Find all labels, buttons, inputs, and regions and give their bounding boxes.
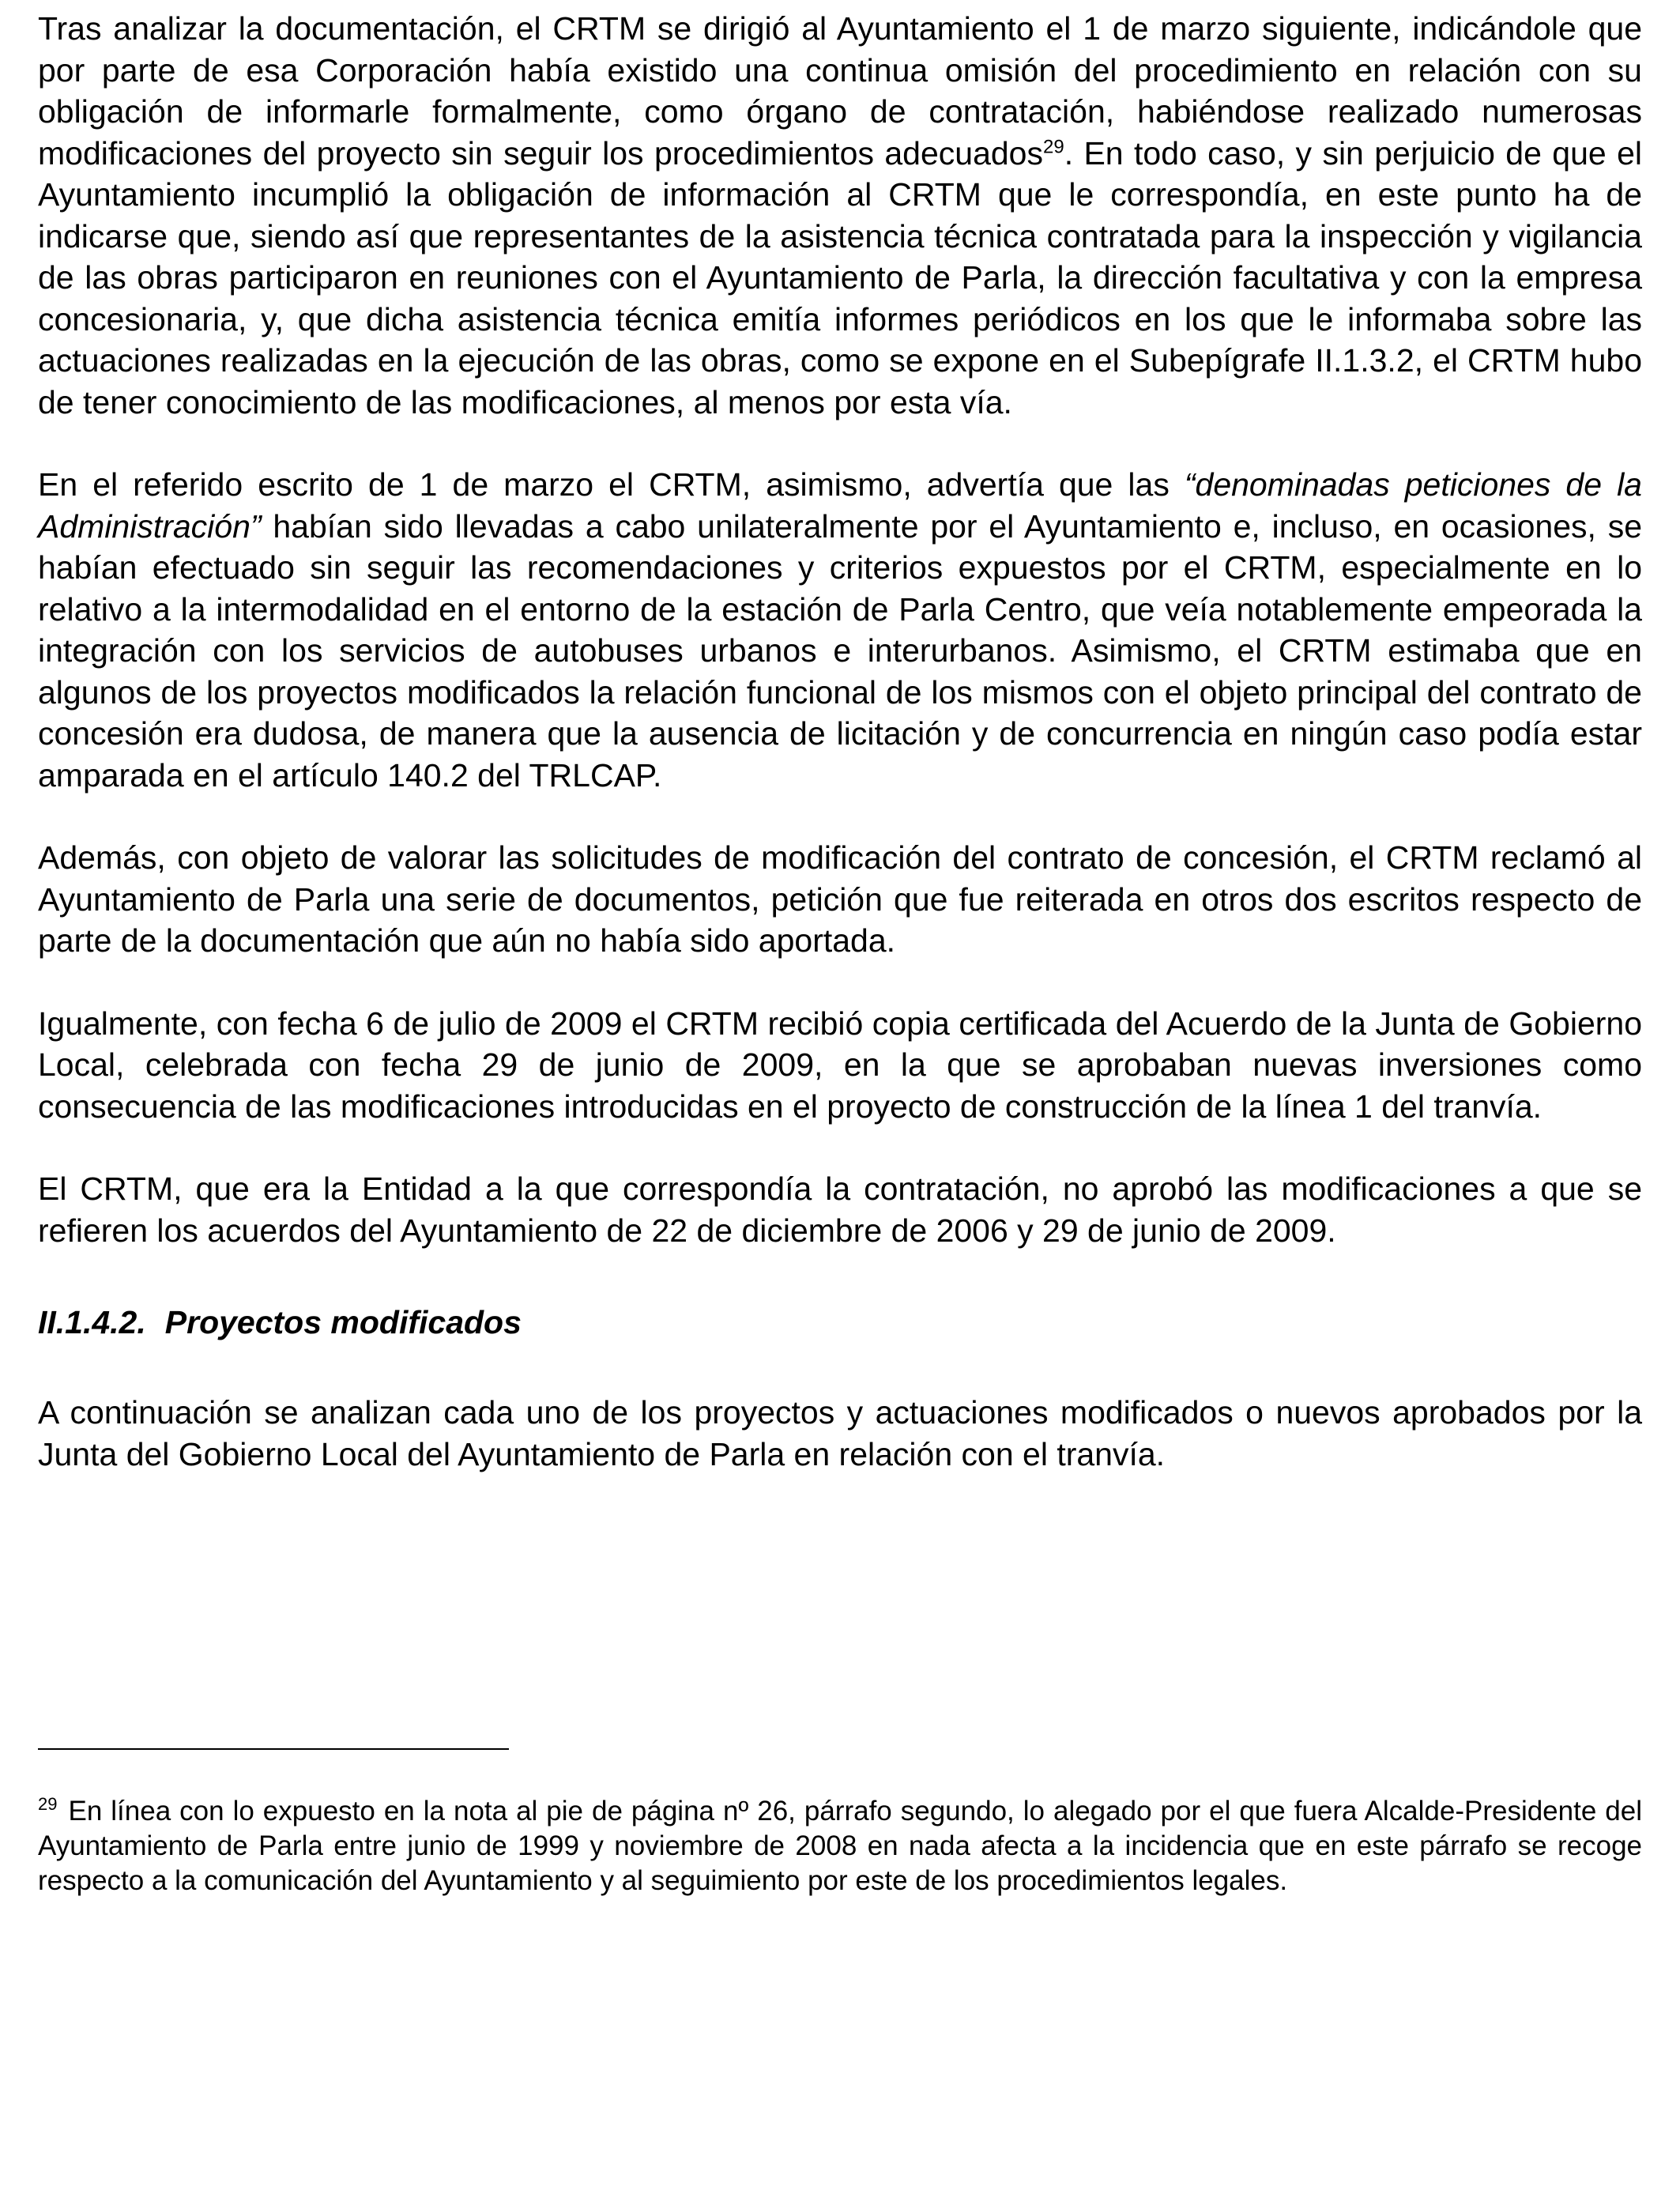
paragraph-1	[38, 8, 1642, 423]
footnote-number: 29	[38, 1794, 58, 1815]
footnote	[38, 1794, 1642, 1898]
section-heading-number: II.1.4.2.	[38, 1304, 146, 1340]
paragraph-1-text-a: Tras analizar la documentación, el CRTM se dirigió al Ayuntamiento el 1 de marzo siguiente, indicándole que por parte de esa Corporación había existido una continua omisión del procedimiento en relación con su obligación de informarle formalmente, como órgano de contratación, habiéndose realizado numerosas modificaciones del proyecto sin seguir los procedimientos adecuados	[38, 10, 1642, 172]
document-body	[38, 8, 1642, 1475]
footnote-text: En línea con lo expuesto en la nota al pie de página nº 26, párrafo segundo, lo alegado por el que fuera Alcalde-Presidente del Ayuntamiento de Parla entre junio de 1999 y noviembre de 2008 en nada afecta a la incidencia que en este párrafo se recoge respecto a la comunicación del Ayuntamiento y al seguimiento por este de los procedimientos legales.	[38, 1796, 1642, 1896]
paragraph-2-text-b: habían sido llevadas a cabo unilateralmente por el Ayuntamiento e, incluso, en ocasiones, se habían efectuado sin seguir las recomendaciones y criterios expuestos por el CRTM, especialmente en lo relativo a la intermodalidad en el entorno de la estación de Parla Centro, que veía notablemente empeorada la integración con los servicios de autobuses urbanos e interurbanos. Asimismo, el CRTM estimaba que en algunos de los proyectos modificados la relación funcional de los mismos con el objeto principal del contrato de concesión era dudosa, de manera que la ausencia de licitación y de concurrencia en ningún caso podía estar amparada en el artículo 140.2 del TRLCAP.	[38, 507, 1642, 794]
section-heading-title: Proyectos modificados	[164, 1304, 522, 1340]
footnote-reference[interactable]: 29	[1042, 135, 1064, 157]
paragraph-2-quote: “denominadas peticiones de la Administración”	[38, 466, 1642, 545]
paragraph-4: Igualmente, con fecha 6 de julio de 2009 el CRTM recibió copia certificada del Acuerdo de la Junta de Gobierno Local, celebrada con fecha 29 de junio de 2009, en la que se aprobaban nuevas inversiones como consecuencia de las modificaciones introducidas en el proyecto de construcción de la línea 1 del tranvía.	[38, 1005, 1642, 1125]
paragraph-3: Además, con objeto de valorar las solicitudes de modificación del contrato de concesión, el CRTM reclamó al Ayuntamiento de Parla una serie de documentos, petición que fue reiterada en otros dos escritos respecto de parte de la documentación que aún no había sido aportada.	[38, 839, 1642, 959]
paragraph-2-text-a: En el referido escrito de 1 de marzo el CRTM, asimismo, advertía que las	[38, 466, 1185, 503]
paragraph-1-text-b: . En todo caso, y sin perjuicio de que el Ayuntamiento incumplió la obligación de información al CRTM que le correspondía, en este punto ha de indicarse que, siendo así que representantes de la asistencia técnica contratada para la inspección y vigilancia de las obras participaron en reuniones con el Ayuntamiento de Parla, la dirección facultativa y con la empresa concesionaria, y, que dicha asistencia técnica emitía informes periódicos en los que le informaba sobre las actuaciones realizadas en la ejecución de las obras, como se expone en el Subepígrafe II.1.3.2, el CRTM hubo de tener conocimiento de las modificaciones, al menos por esta vía.	[38, 134, 1642, 420]
paragraph-5: El CRTM, que era la Entidad a la que correspondía la contratación, no aprobó las modificaciones a que se refieren los acuerdos del Ayuntamiento de 22 de diciembre de 2006 y 29 de junio de 2009.	[38, 1171, 1642, 1249]
section-heading	[38, 1302, 1642, 1343]
footnote-separator	[38, 1748, 509, 1750]
paragraph-6: A continuación se analizan cada uno de los proyectos y actuaciones modificados o nuevos aprobados por la Junta del Gobierno Local del Ayuntamiento de Parla en relación con el tranvía.	[38, 1394, 1642, 1472]
paragraph-2	[38, 464, 1642, 796]
